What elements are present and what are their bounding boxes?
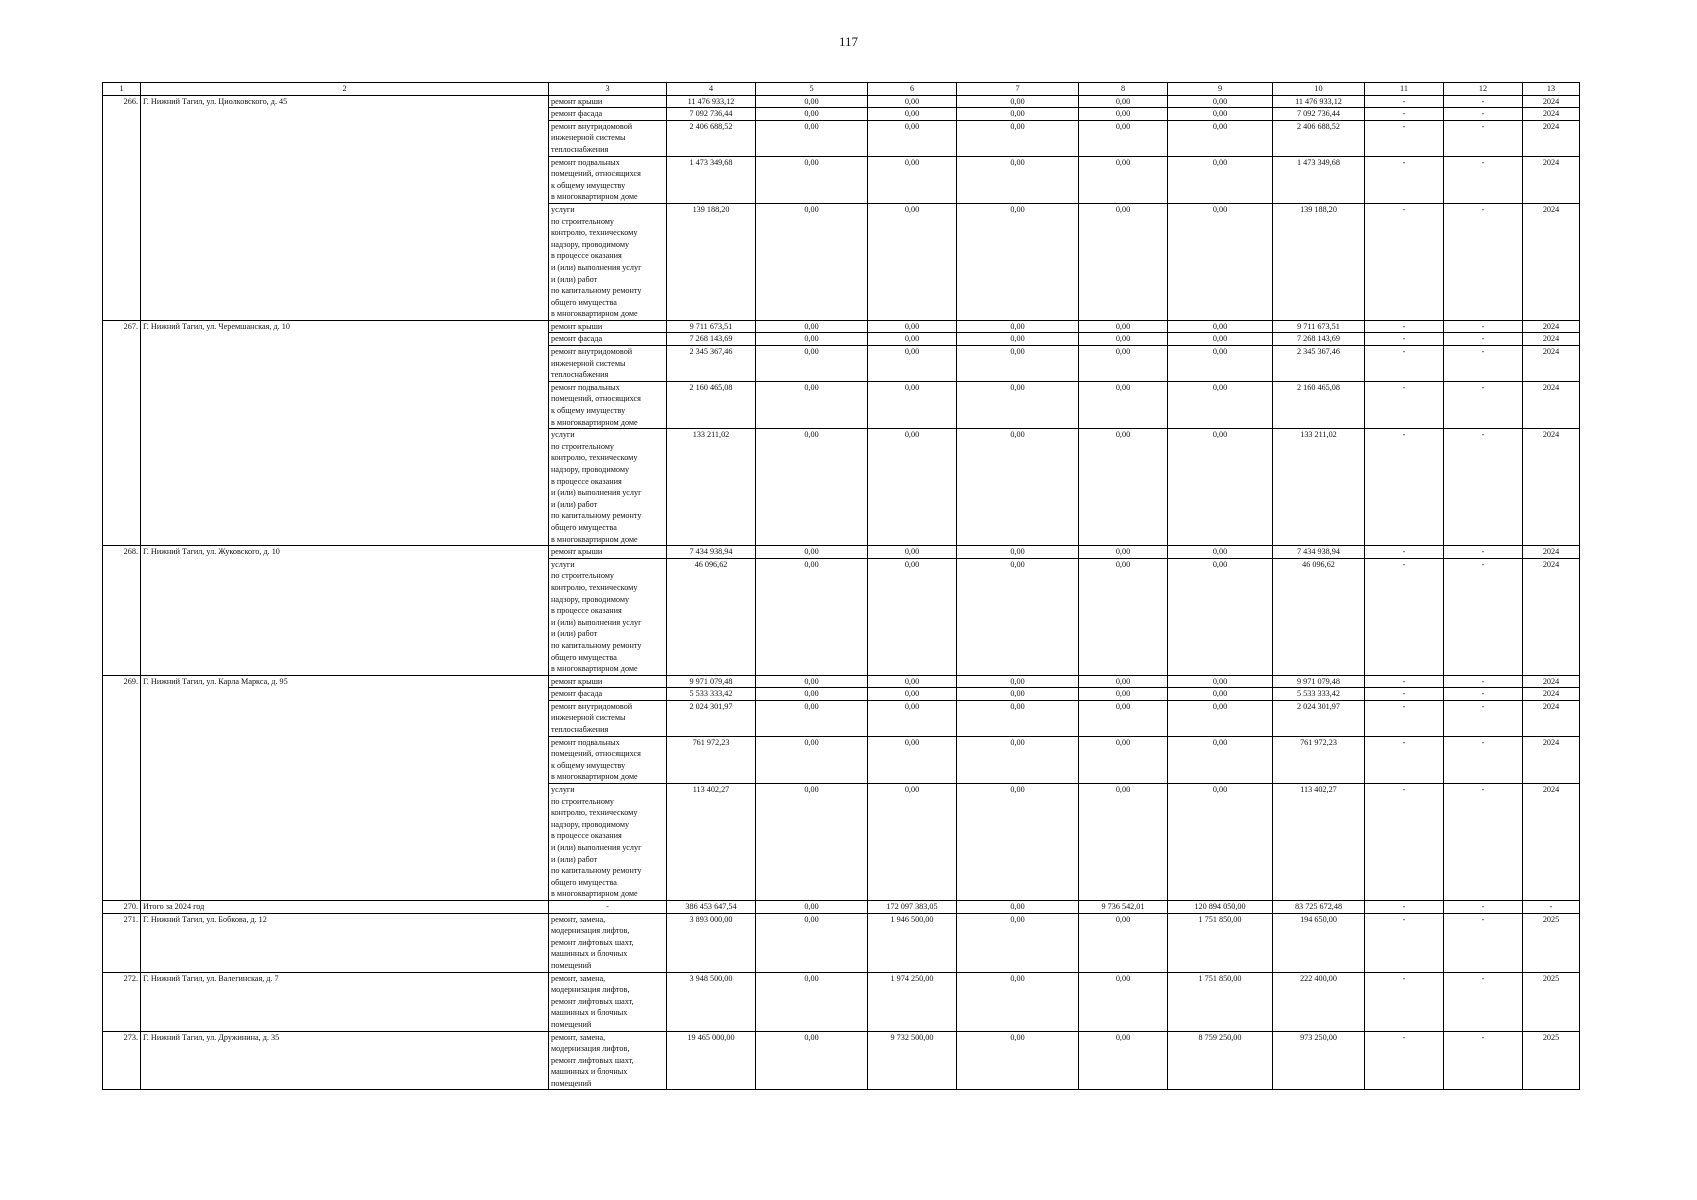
value-cell: - xyxy=(1365,320,1444,333)
value-cell: 0,00 xyxy=(868,120,957,156)
value-cell: 0,00 xyxy=(1079,675,1168,688)
value-cell: 7 434 938,94 xyxy=(667,546,756,559)
value-cell: 0,00 xyxy=(868,784,957,901)
table-row xyxy=(103,913,1580,972)
value-cell: - xyxy=(1365,120,1444,156)
value-cell: 2025 xyxy=(1523,972,1580,1031)
value-cell: - xyxy=(1444,1031,1523,1090)
value-cell: 1 751 850,00 xyxy=(1168,972,1273,1031)
value-cell: 0,00 xyxy=(957,675,1079,688)
value-cell: 973 250,00 xyxy=(1273,1031,1365,1090)
value-cell: 1 473 349,68 xyxy=(1273,156,1365,203)
work-type-cell: ремонт фасада xyxy=(549,688,667,701)
value-cell: 3 893 000,00 xyxy=(667,913,756,972)
value-cell: 0,00 xyxy=(756,333,868,346)
value-cell: 0,00 xyxy=(1079,381,1168,428)
value-cell: - xyxy=(1365,346,1444,382)
value-cell: - xyxy=(1365,429,1444,546)
value-cell: 0,00 xyxy=(1168,381,1273,428)
work-type-cell: ремонт подвальных помещений, относящихся к общему имуществу в многоквартирном доме xyxy=(549,156,667,203)
value-cell: 0,00 xyxy=(957,108,1079,121)
value-cell: 172 097 383,05 xyxy=(868,900,957,913)
value-cell: 0,00 xyxy=(1168,784,1273,901)
work-type-cell: ремонт внутридомовой инженерной системы теплоснабжения xyxy=(549,346,667,382)
value-cell: 0,00 xyxy=(1079,120,1168,156)
value-cell: - xyxy=(1365,688,1444,701)
address-cell: Г. Нижний Тагил, ул. Дружинина, д. 35 xyxy=(141,1031,549,1090)
value-cell: - xyxy=(1365,900,1444,913)
value-cell: 46 096,62 xyxy=(1273,558,1365,675)
value-cell: 9 971 079,48 xyxy=(1273,675,1365,688)
value-cell: 0,00 xyxy=(1079,558,1168,675)
value-cell: 194 650,00 xyxy=(1273,913,1365,972)
value-cell: 2024 xyxy=(1523,675,1580,688)
value-cell: - xyxy=(1444,900,1523,913)
value-cell: 0,00 xyxy=(957,913,1079,972)
value-cell: 0,00 xyxy=(1168,120,1273,156)
value-cell: 0,00 xyxy=(1079,346,1168,382)
value-cell: - xyxy=(1365,913,1444,972)
address-cell: Итого за 2024 год xyxy=(141,900,549,913)
value-cell: - xyxy=(1444,972,1523,1031)
column-header: 1 xyxy=(103,83,141,96)
value-cell: 2024 xyxy=(1523,784,1580,901)
value-cell: 2025 xyxy=(1523,1031,1580,1090)
value-cell: 2 024 301,97 xyxy=(667,700,756,736)
value-cell: 0,00 xyxy=(1079,429,1168,546)
value-cell: 0,00 xyxy=(868,736,957,783)
value-cell: 2024 xyxy=(1523,120,1580,156)
value-cell: 0,00 xyxy=(756,381,868,428)
value-cell: - xyxy=(1444,346,1523,382)
value-cell: 222 400,00 xyxy=(1273,972,1365,1031)
value-cell: 0,00 xyxy=(868,688,957,701)
address-cell: Г. Нижний Тагил, ул. Жуковского, д. 10 xyxy=(141,546,549,676)
value-cell: - xyxy=(1365,546,1444,559)
value-cell: 0,00 xyxy=(957,736,1079,783)
value-cell: 0,00 xyxy=(1079,333,1168,346)
value-cell: 0,00 xyxy=(957,900,1079,913)
value-cell: 7 092 736,44 xyxy=(667,108,756,121)
column-header: 10 xyxy=(1273,83,1365,96)
row-number: 268. xyxy=(103,546,141,676)
value-cell: - xyxy=(1444,381,1523,428)
value-cell: 0,00 xyxy=(957,346,1079,382)
value-cell: 9 971 079,48 xyxy=(667,675,756,688)
address-cell: Г. Нижний Тагил, ул. Валегинская, д. 7 xyxy=(141,972,549,1031)
value-cell: 386 453 647,54 xyxy=(667,900,756,913)
column-header: 3 xyxy=(549,83,667,96)
value-cell: 2025 xyxy=(1523,913,1580,972)
value-cell: - xyxy=(1365,784,1444,901)
capital-repair-register-table xyxy=(102,82,1580,1090)
value-cell: 0,00 xyxy=(756,675,868,688)
value-cell: 761 972,23 xyxy=(1273,736,1365,783)
value-cell: 2024 xyxy=(1523,95,1580,108)
page-number: 117 xyxy=(838,34,859,49)
value-cell: 0,00 xyxy=(957,688,1079,701)
value-cell: 2 160 465,08 xyxy=(667,381,756,428)
value-cell: - xyxy=(1444,675,1523,688)
value-cell: 0,00 xyxy=(1079,913,1168,972)
table-row xyxy=(103,95,1580,108)
table-row xyxy=(103,1031,1580,1090)
value-cell: - xyxy=(1365,108,1444,121)
value-cell: 0,00 xyxy=(756,95,868,108)
work-type-cell: ремонт крыши xyxy=(549,546,667,559)
value-cell: 7 434 938,94 xyxy=(1273,546,1365,559)
value-cell: - xyxy=(1444,688,1523,701)
value-cell: 0,00 xyxy=(1168,95,1273,108)
value-cell: 8 759 250,00 xyxy=(1168,1031,1273,1090)
value-cell: - xyxy=(1444,95,1523,108)
value-cell: 0,00 xyxy=(756,346,868,382)
row-number: 266. xyxy=(103,95,141,320)
work-type-cell: ремонт подвальных помещений, относящихся к общему имуществу в многоквартирном доме xyxy=(549,381,667,428)
value-cell: 0,00 xyxy=(957,784,1079,901)
row-number: 273. xyxy=(103,1031,141,1090)
row-number: 270. xyxy=(103,900,141,913)
value-cell: 0,00 xyxy=(1079,108,1168,121)
value-cell: - xyxy=(1365,156,1444,203)
value-cell: 0,00 xyxy=(868,429,957,546)
value-cell: - xyxy=(1365,675,1444,688)
value-cell: 0,00 xyxy=(957,333,1079,346)
column-header: 8 xyxy=(1079,83,1168,96)
value-cell: 1 473 349,68 xyxy=(667,156,756,203)
address-cell: Г. Нижний Тагил, ул. Карла Маркса, д. 95 xyxy=(141,675,549,900)
value-cell: 7 092 736,44 xyxy=(1273,108,1365,121)
value-cell: 0,00 xyxy=(957,320,1079,333)
column-header: 12 xyxy=(1444,83,1523,96)
column-header: 4 xyxy=(667,83,756,96)
value-cell: 0,00 xyxy=(1168,558,1273,675)
value-cell: 0,00 xyxy=(957,95,1079,108)
value-cell: 2024 xyxy=(1523,558,1580,675)
value-cell: - xyxy=(1444,120,1523,156)
value-cell: 0,00 xyxy=(1079,203,1168,320)
value-cell: - xyxy=(1365,333,1444,346)
value-cell: - xyxy=(1444,320,1523,333)
value-cell: 113 402,27 xyxy=(1273,784,1365,901)
value-cell: 0,00 xyxy=(1079,156,1168,203)
value-cell: 2024 xyxy=(1523,156,1580,203)
value-cell: 2 406 688,52 xyxy=(667,120,756,156)
work-type-cell: ремонт внутридомовой инженерной системы теплоснабжения xyxy=(549,120,667,156)
row-number: 271. xyxy=(103,913,141,972)
value-cell: 2024 xyxy=(1523,346,1580,382)
work-type-cell: - xyxy=(549,900,667,913)
value-cell: 0,00 xyxy=(957,546,1079,559)
row-number: 269. xyxy=(103,675,141,900)
value-cell: 2 345 367,46 xyxy=(1273,346,1365,382)
value-cell: 0,00 xyxy=(957,381,1079,428)
column-header: 5 xyxy=(756,83,868,96)
value-cell: 0,00 xyxy=(957,120,1079,156)
value-cell: 9 736 542,01 xyxy=(1079,900,1168,913)
value-cell: 0,00 xyxy=(868,546,957,559)
value-cell: 2 406 688,52 xyxy=(1273,120,1365,156)
value-cell: - xyxy=(1365,736,1444,783)
value-cell: - xyxy=(1365,972,1444,1031)
address-cell: Г. Нижний Тагил, ул. Циолковского, д. 45 xyxy=(141,95,549,320)
value-cell: 0,00 xyxy=(957,203,1079,320)
value-cell: 0,00 xyxy=(756,558,868,675)
value-cell: 0,00 xyxy=(756,108,868,121)
value-cell: - xyxy=(1444,700,1523,736)
value-cell: 139 188,20 xyxy=(1273,203,1365,320)
value-cell: 2024 xyxy=(1523,203,1580,320)
table-row xyxy=(103,320,1580,333)
value-cell: 0,00 xyxy=(1079,700,1168,736)
value-cell: 5 533 333,42 xyxy=(1273,688,1365,701)
value-cell: - xyxy=(1444,736,1523,783)
value-cell: 7 268 143,69 xyxy=(1273,333,1365,346)
value-cell: 0,00 xyxy=(1079,546,1168,559)
value-cell: 0,00 xyxy=(1079,972,1168,1031)
value-cell: 0,00 xyxy=(756,429,868,546)
value-cell: 2024 xyxy=(1523,320,1580,333)
value-cell: 0,00 xyxy=(756,736,868,783)
value-cell: - xyxy=(1365,1031,1444,1090)
column-header: 2 xyxy=(141,83,549,96)
value-cell: - xyxy=(1444,203,1523,320)
value-cell: 133 211,02 xyxy=(667,429,756,546)
value-cell: - xyxy=(1365,700,1444,736)
column-header: 11 xyxy=(1365,83,1444,96)
value-cell: 9 711 673,51 xyxy=(1273,320,1365,333)
value-cell: 139 188,20 xyxy=(667,203,756,320)
value-cell: 0,00 xyxy=(957,156,1079,203)
work-type-cell: ремонт внутридомовой инженерной системы теплоснабжения xyxy=(549,700,667,736)
value-cell: 0,00 xyxy=(868,108,957,121)
value-cell: 2024 xyxy=(1523,736,1580,783)
row-number: 267. xyxy=(103,320,141,545)
value-cell: 0,00 xyxy=(756,546,868,559)
value-cell: 2024 xyxy=(1523,700,1580,736)
value-cell: 0,00 xyxy=(1168,333,1273,346)
value-cell: 0,00 xyxy=(756,156,868,203)
work-type-cell: ремонт, замена, модернизация лифтов, ремонт лифтовых шахт, машинных и блочных помещений xyxy=(549,972,667,1031)
column-number-header-row xyxy=(103,83,1580,96)
address-cell: Г. Нижний Тагил, ул. Черемшанская, д. 10 xyxy=(141,320,549,545)
value-cell: 0,00 xyxy=(1168,546,1273,559)
value-cell: 0,00 xyxy=(756,972,868,1031)
value-cell: 19 465 000,00 xyxy=(667,1031,756,1090)
value-cell: - xyxy=(1444,913,1523,972)
value-cell: 0,00 xyxy=(1168,736,1273,783)
value-cell: 0,00 xyxy=(756,1031,868,1090)
value-cell: 0,00 xyxy=(1168,429,1273,546)
value-cell: 0,00 xyxy=(868,320,957,333)
value-cell: 0,00 xyxy=(756,688,868,701)
value-cell: 0,00 xyxy=(868,95,957,108)
value-cell: 0,00 xyxy=(868,346,957,382)
value-cell: 9 711 673,51 xyxy=(667,320,756,333)
value-cell: 0,00 xyxy=(957,972,1079,1031)
value-cell: - xyxy=(1444,108,1523,121)
value-cell: 113 402,27 xyxy=(667,784,756,901)
value-cell: 0,00 xyxy=(756,203,868,320)
value-cell: 0,00 xyxy=(1079,736,1168,783)
value-cell: 2 345 367,46 xyxy=(667,346,756,382)
work-type-cell: ремонт фасада xyxy=(549,333,667,346)
table-row xyxy=(103,972,1580,1031)
value-cell: 0,00 xyxy=(756,900,868,913)
value-cell: 2024 xyxy=(1523,688,1580,701)
value-cell: 0,00 xyxy=(868,558,957,675)
value-cell: 0,00 xyxy=(1168,203,1273,320)
value-cell: 2 024 301,97 xyxy=(1273,700,1365,736)
value-cell: 1 751 850,00 xyxy=(1168,913,1273,972)
value-cell: 0,00 xyxy=(868,156,957,203)
value-cell: 0,00 xyxy=(1168,156,1273,203)
value-cell: - xyxy=(1365,381,1444,428)
value-cell: - xyxy=(1365,95,1444,108)
value-cell: 0,00 xyxy=(1168,346,1273,382)
value-cell: 0,00 xyxy=(1168,700,1273,736)
value-cell: 0,00 xyxy=(957,429,1079,546)
value-cell: 120 894 050,00 xyxy=(1168,900,1273,913)
address-cell: Г. Нижний Тагил, ул. Бобкова, д. 12 xyxy=(141,913,549,972)
value-cell: 3 948 500,00 xyxy=(667,972,756,1031)
value-cell: 2024 xyxy=(1523,381,1580,428)
column-header: 9 xyxy=(1168,83,1273,96)
value-cell: 9 732 500,00 xyxy=(868,1031,957,1090)
work-type-cell: ремонт подвальных помещений, относящихся к общему имуществу в многоквартирном доме xyxy=(549,736,667,783)
value-cell: 0,00 xyxy=(1079,1031,1168,1090)
value-cell: 0,00 xyxy=(868,333,957,346)
work-type-cell: услуги по строительному контролю, техническому надзору, проводимому в процессе оказания и (или) выполнения услуг и (или) работ по капитальному ремонту общего имущества в многоквартирном доме xyxy=(549,558,667,675)
table-row xyxy=(103,675,1580,688)
value-cell: - xyxy=(1365,558,1444,675)
value-cell: 1 946 500,00 xyxy=(868,913,957,972)
value-cell: 7 268 143,69 xyxy=(667,333,756,346)
value-cell: 2 160 465,08 xyxy=(1273,381,1365,428)
value-cell: 0,00 xyxy=(756,320,868,333)
value-cell: - xyxy=(1365,203,1444,320)
value-cell: 0,00 xyxy=(756,700,868,736)
table-row xyxy=(103,900,1580,913)
work-type-cell: услуги по строительному контролю, техническому надзору, проводимому в процессе оказания и (или) выполнения услуг и (или) работ по капитальному ремонту общего имущества в многоквартирном доме xyxy=(549,784,667,901)
value-cell: 0,00 xyxy=(957,700,1079,736)
value-cell: 0,00 xyxy=(868,700,957,736)
row-number: 272. xyxy=(103,972,141,1031)
work-type-cell: ремонт, замена, модернизация лифтов, ремонт лифтовых шахт, машинных и блочных помещений xyxy=(549,913,667,972)
table-row xyxy=(103,546,1580,559)
value-cell: 2024 xyxy=(1523,429,1580,546)
value-cell: 133 211,02 xyxy=(1273,429,1365,546)
work-type-cell: ремонт крыши xyxy=(549,675,667,688)
work-type-cell: услуги по строительному контролю, техническому надзору, проводимому в процессе оказания и (или) выполнения услуг и (или) работ по капитальному ремонту общего имущества в многоквартирном доме xyxy=(549,203,667,320)
value-cell: 0,00 xyxy=(756,784,868,901)
value-cell: 1 974 250,00 xyxy=(868,972,957,1031)
value-cell: 0,00 xyxy=(1079,688,1168,701)
column-header: 7 xyxy=(957,83,1079,96)
work-type-cell: ремонт, замена, модернизация лифтов, ремонт лифтовых шахт, машинных и блочных помещений xyxy=(549,1031,667,1090)
value-cell: - xyxy=(1444,156,1523,203)
work-type-cell: услуги по строительному контролю, техническому надзору, проводимому в процессе оказания и (или) выполнения услуг и (или) работ по капитальному ремонту общего имущества в многоквартирном доме xyxy=(549,429,667,546)
value-cell: - xyxy=(1444,429,1523,546)
value-cell: - xyxy=(1444,333,1523,346)
value-cell: 0,00 xyxy=(756,913,868,972)
value-cell: 0,00 xyxy=(1079,784,1168,901)
value-cell: 11 476 933,12 xyxy=(667,95,756,108)
value-cell: 761 972,23 xyxy=(667,736,756,783)
value-cell: 0,00 xyxy=(1168,108,1273,121)
value-cell: - xyxy=(1444,558,1523,675)
value-cell: 0,00 xyxy=(756,120,868,156)
value-cell: 0,00 xyxy=(957,558,1079,675)
value-cell: 46 096,62 xyxy=(667,558,756,675)
value-cell: 2024 xyxy=(1523,333,1580,346)
value-cell: - xyxy=(1444,546,1523,559)
value-cell: 0,00 xyxy=(868,381,957,428)
work-type-cell: ремонт крыши xyxy=(549,95,667,108)
value-cell: 0,00 xyxy=(1079,95,1168,108)
work-type-cell: ремонт крыши xyxy=(549,320,667,333)
table-body xyxy=(103,83,1580,1090)
value-cell: 2024 xyxy=(1523,108,1580,121)
value-cell: 0,00 xyxy=(868,675,957,688)
value-cell: - xyxy=(1444,784,1523,901)
value-cell: 0,00 xyxy=(957,1031,1079,1090)
column-header: 13 xyxy=(1523,83,1580,96)
value-cell: 0,00 xyxy=(1168,688,1273,701)
value-cell: 5 533 333,42 xyxy=(667,688,756,701)
value-cell: 2024 xyxy=(1523,546,1580,559)
value-cell: 11 476 933,12 xyxy=(1273,95,1365,108)
value-cell: 0,00 xyxy=(1168,320,1273,333)
column-header: 6 xyxy=(868,83,957,96)
value-cell: - xyxy=(1523,900,1580,913)
value-cell: 0,00 xyxy=(1168,675,1273,688)
value-cell: 0,00 xyxy=(1079,320,1168,333)
value-cell: 0,00 xyxy=(868,203,957,320)
value-cell: 83 725 672,48 xyxy=(1273,900,1365,913)
work-type-cell: ремонт фасада xyxy=(549,108,667,121)
